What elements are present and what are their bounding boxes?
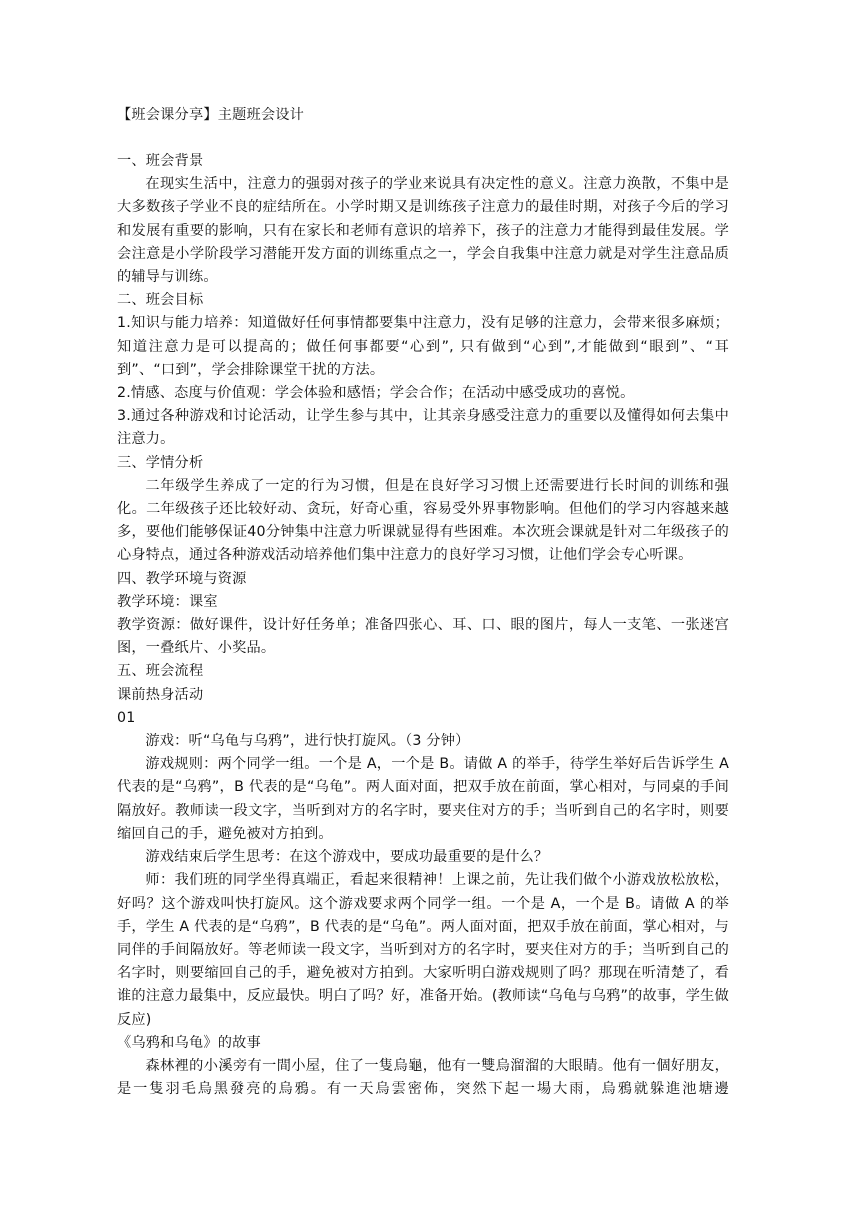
game-title: 游戏：听“乌龟与乌鸦”，进行快打旋风。（3 分钟）	[145, 733, 470, 750]
teaching-environment: 教学环境：课室	[117, 593, 218, 610]
story-title: 《乌鸦和乌龟》的故事	[117, 1034, 261, 1051]
step-number: 01	[117, 709, 136, 726]
analysis-paragraph: 二年级学生养成了一定的行为习惯，但是在良好学习习惯上还需要进行长时间的训练和强化。二年级孩子还比较好动、贪玩，好奇心重，容易受外界事物影响。但他们的学习内容越来越多，要他们能够保证40分钟集中注意力听课就显得有些困难。本次班会课就是针对二年级孩子的心身特点，通过各种游戏活动培养他们集中注意力的良好学习习惯，让他们学会专心听课。	[117, 477, 729, 564]
section-heading-resources: 四、教学环境与资源	[117, 570, 247, 587]
background-paragraph: 在现实生活中，注意力的强弱对孩子的学业来说具有决定性的意义。注意力涣散，不集中是大多数孩子学业不良的症结所在。小学时期又是训练孩子注意力的最佳时期，对孩子今后的学习和发展有重要的影响，只有在家长和老师有意识的培养下，孩子的注意力才能得到最佳发展。学会注意是小学阶段学习潜能开发方面的训练重点之一，学会自我集中注意力就是对学生注意品质的辅导与训练。	[117, 176, 729, 286]
goal-item-2: 2.情感、态度与价值观：学会体验和感悟；学会合作；在活动中感受成功的喜悦。	[117, 385, 635, 402]
goal-item-1: 1.知识与能力培养：知道做好任何事情都要集中注意力，没有足够的注意力，会带来很多麻烦；知道注意力是可以提高的；做任何事都要“心到”, 只有做到“心到”,才能做到“眼到”、“耳到”、“口到”，学会排除课堂干扰的方法。	[117, 315, 729, 378]
document-title: 【班会课分享】主题班会设计	[117, 107, 305, 123]
section-heading-process: 五、班会流程	[117, 663, 204, 680]
game-reflection: 游戏结束后学生思考：在这个游戏中，要成功最重要的是什么？	[145, 849, 549, 866]
warmup-heading: 课前热身活动	[117, 686, 204, 703]
story-paragraph: 森林裡的小溪旁有一間小屋，住了一隻烏龜，他有一雙烏溜溜的大眼睛。他有一個好朋友，是一隻羽毛烏黑發亮的烏鴉。有一天烏雲密佈，突然下起一場大雨，烏鴉就躲進池塘邊	[117, 1057, 729, 1098]
section-heading-goals: 二、班会目标	[117, 292, 204, 309]
teaching-resources: 教学资源：做好课件，设计好任务单；准备四张心、耳、口、眼的图片，每人一支笔、一张迷宫图，一叠纸片、小奖品。	[117, 617, 729, 657]
goal-item-3: 3.通过各种游戏和讨论活动，让学生参与其中，让其亲身感受注意力的重要以及懂得如何去集中注意力。	[117, 408, 729, 448]
game-rules: 游戏规则：两个同学一组。一个是 A，一个是 B。请做 A 的举手，待学生举好后告诉学生 A 代表的是“乌鸦”，B 代表的是“乌龟”。两人面对面，把双手放在前面，掌心相对，与同桌的手间隔放好。教师读一段文字，当听到对方的名字时，要夹住对方的手；当听到自己的名字时，则要缩回自己的手，避免被对方拍到。	[117, 756, 729, 842]
section-heading-analysis: 三、学情分析	[117, 454, 204, 471]
teacher-script: 师：我们班的同学坐得真端正，看起来很精神！上课之前，先让我们做个小游戏放松放松，好吗？这个游戏叫快打旋风。这个游戏要求两个同学一组。一个是 A，一个是 B。请做 A 的举手，学生 A 代表的是“乌鸦”，B 代表的是“乌龟”。两人面对面，把双手放在前面，掌心相对，与同伴的手间隔放好。等老师读一段文字，当听到对方的名字时，要夹住对方的手；当听到自己的名字时，则要缩回自己的手，避免被对方拍到。大家听明白游戏规则了吗？那现在听清楚了，看谁的注意力最集中，反应最快。明白了吗？好，准备开始。(教师读“乌龟与乌鸦”的故事，学生做反应)	[117, 872, 729, 1028]
document-body	[117, 150, 729, 1101]
section-heading-background: 一、班会背景	[117, 153, 204, 169]
